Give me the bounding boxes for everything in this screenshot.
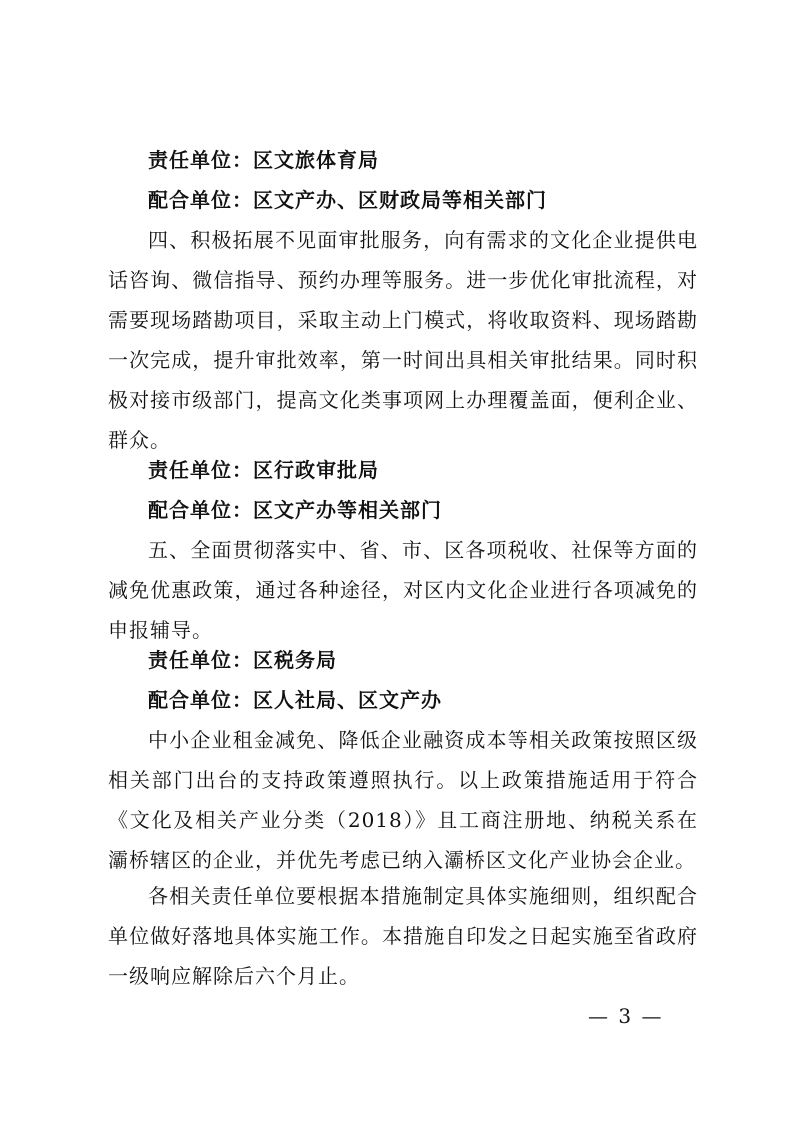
cooperating-unit-1: 配合单位：区文产办、区财政局等相关部门 (148, 188, 547, 212)
responsible-unit-3: 责任单位：区税务局 (148, 648, 337, 672)
responsible-unit-2: 责任单位：区行政审批局 (148, 458, 379, 482)
closing-paragraph-1: 中小企业租金减免、降低企业融资成本等相关政策按照区级相关部门出台的支持政策遵照执行。以上政策措施适用于符合《文化及相关产业分类（2018）》且工商注册地、纳税关系在灞桥辖区的企业，并优先考虑已纳入灞桥区文化产业协会企业。 (108, 728, 698, 872)
responsible-unit-1: 责任单位：区文旅体育局 (148, 148, 379, 172)
paragraph-5: 五、全面贯彻落实中、省、市、区各项税收、社保等方面的减免优惠政策，通过各种途径，对区内文化企业进行各项减免的申报辅导。 (108, 538, 698, 642)
closing-paragraph-2: 各相关责任单位要根据本措施制定具体实施细则，组织配合单位做好落地具体实施工作。本措施自印发之日起实施至省政府一级响应解除后六个月止。 (108, 884, 698, 988)
paragraph-4: 四、积极拓展不见面审批服务，向有需求的文化企业提供电话咨询、微信指导、预约办理等服务。进一步优化审批流程，对需要现场踏勘项目，采取主动上门模式，将收取资料、现场踏勘一次完成，提升审批效率，第一时间出具相关审批结果。同时积极对接市级部门，提高文化类事项网上办理覆盖面，便利企业、群众。 (108, 228, 698, 452)
cooperating-unit-2: 配合单位：区文产办等相关部门 (148, 498, 442, 522)
cooperating-unit-3: 配合单位：区人社局、区文产办 (148, 688, 442, 712)
page-number: — 3 — (588, 1004, 664, 1028)
